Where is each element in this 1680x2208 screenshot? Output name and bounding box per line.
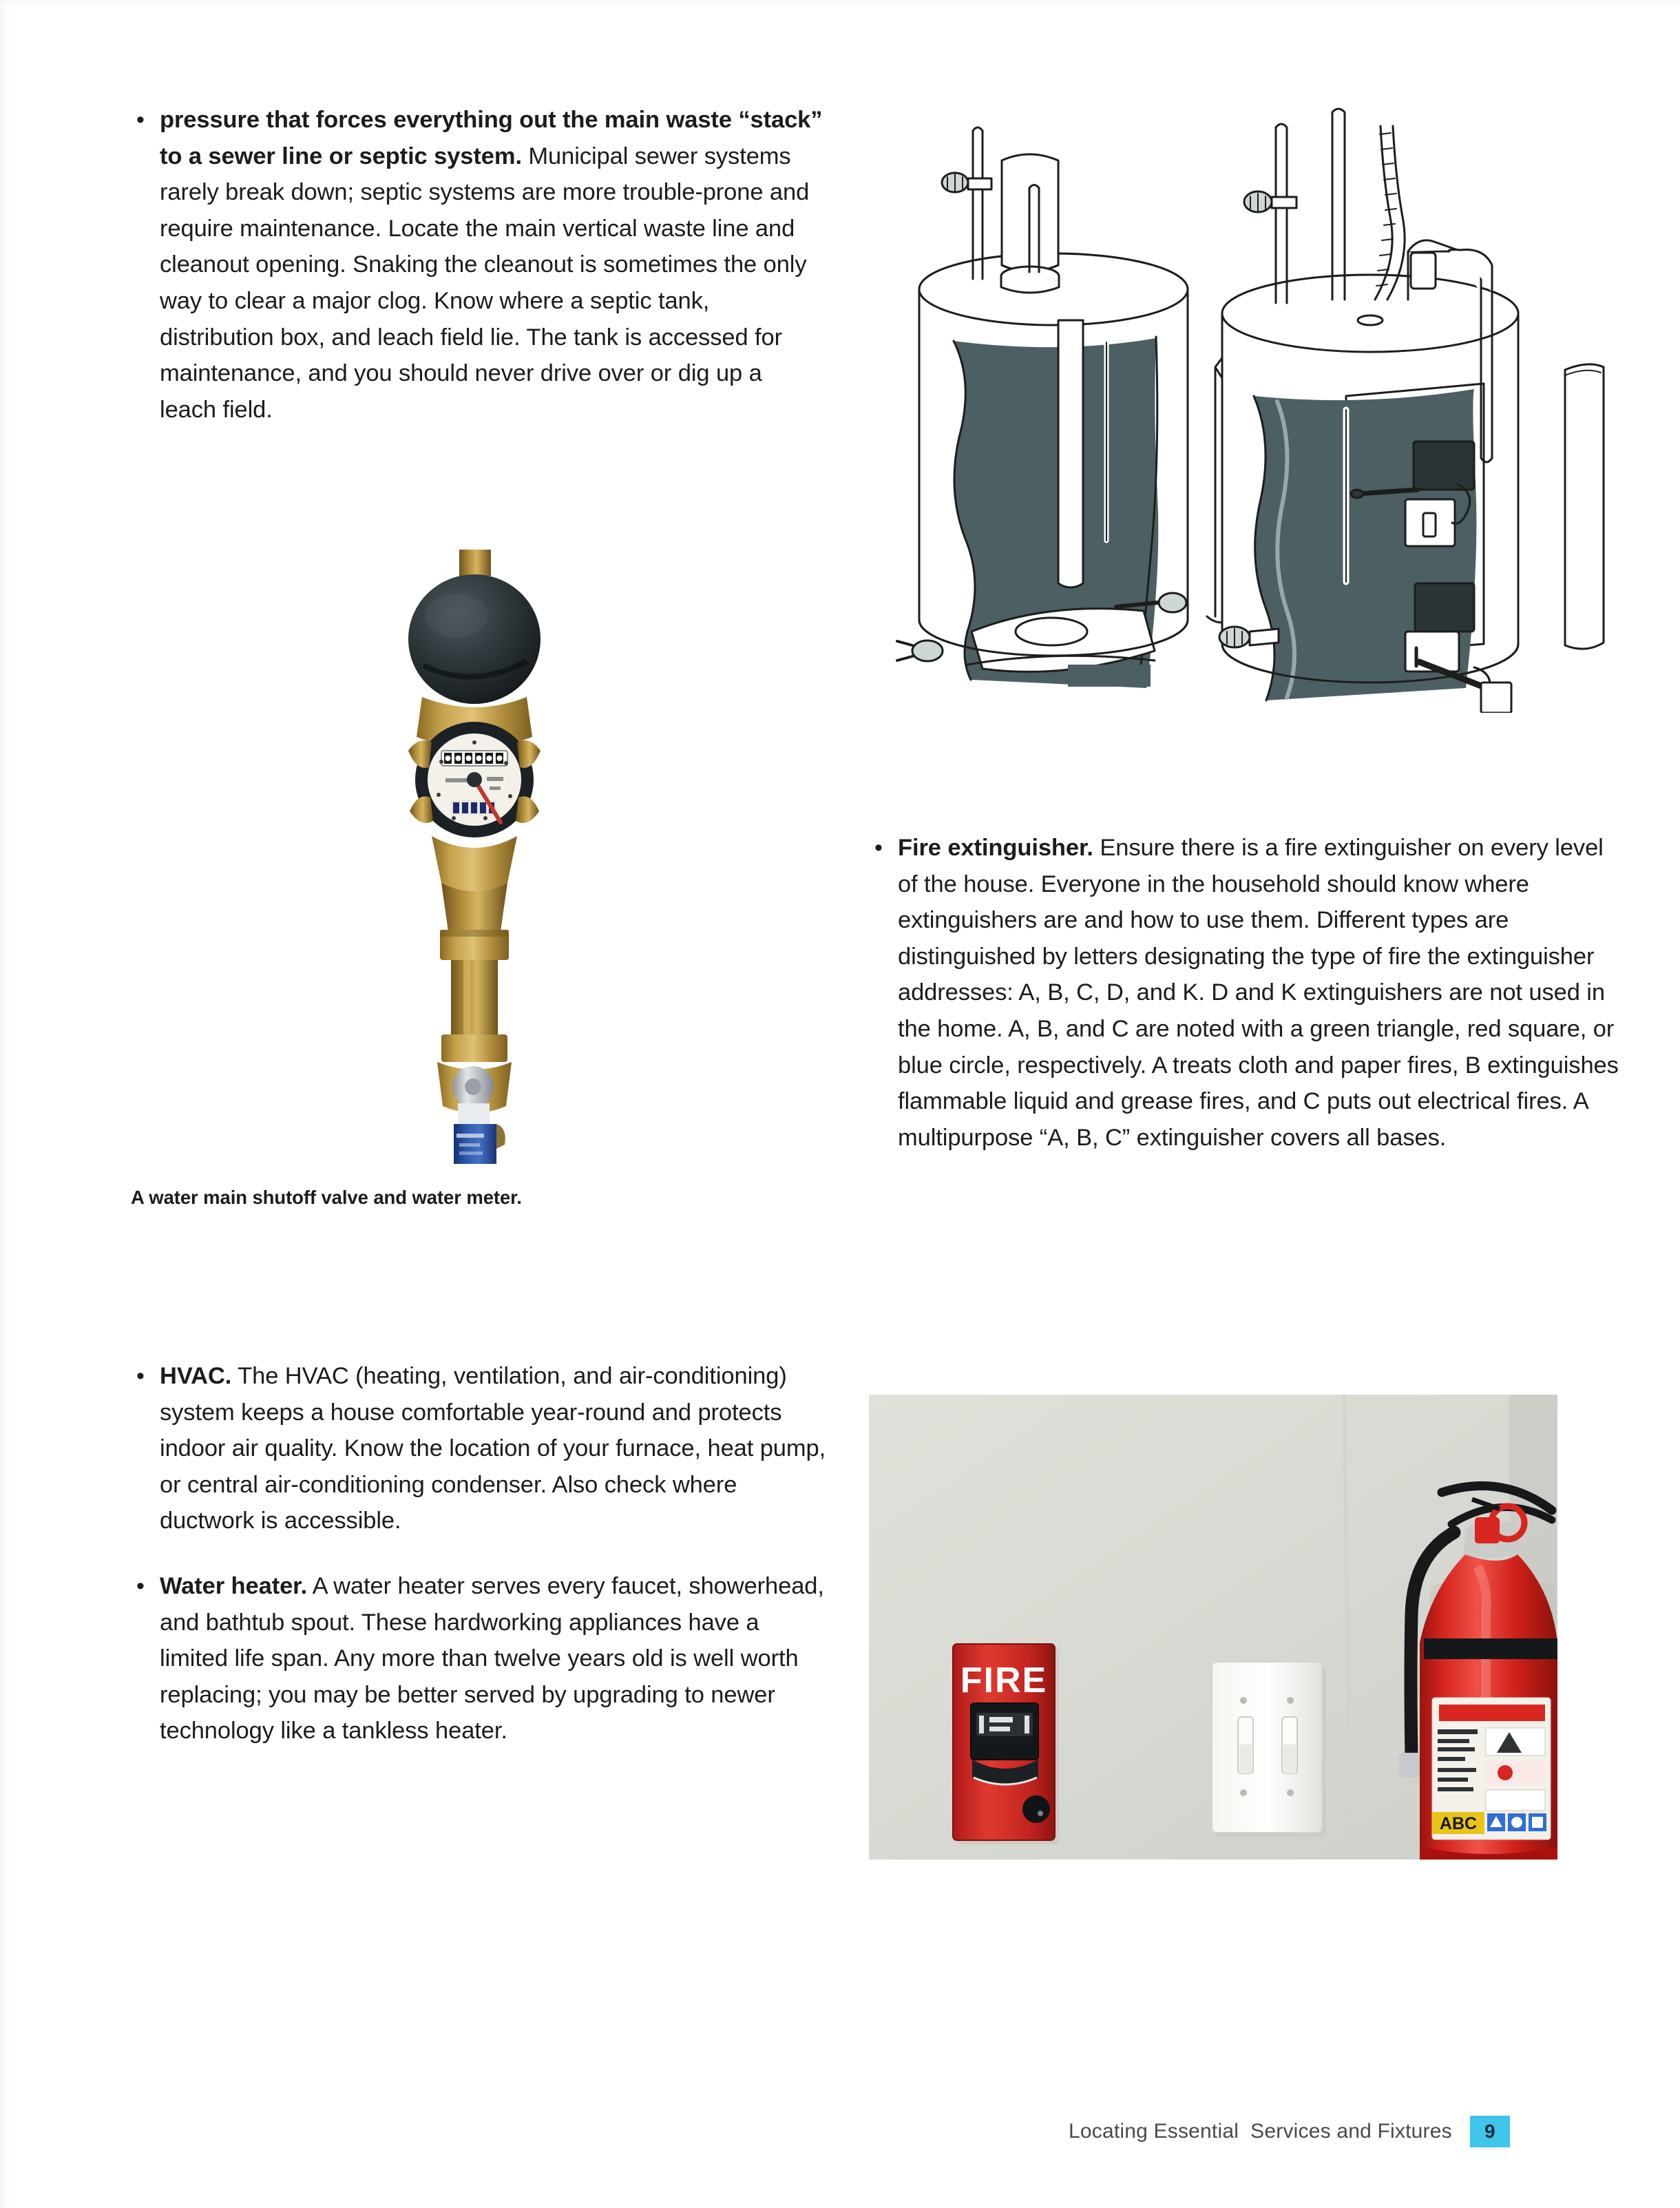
scan-edge-artifact-top [0, 0, 1680, 7]
page-number-badge [1470, 2116, 1510, 2147]
figure-caption-water-meter: A water main shutoff valve and water meter. [131, 1187, 522, 1208]
bullet-lead: HVAC. [160, 1363, 232, 1389]
footer-section-title: Locating Essential Services and Fixtures [1069, 2120, 1452, 2143]
fire-alarm-pull-station-and-extinguisher-photo [869, 1395, 1557, 1860]
bullet-body: Ensure there is a fire extinguisher on every level of the house. Everyone in the household should know where extinguishers are and how to use them. Different types are distinguished by letters designating the type of fire the extinguisher addresses: A, B, C, D, and K. D and K extinguishers are not used in the home. A, B, and C are noted with a green triangle, red square, or blue circle, respectively. A treats cloth and paper fires, B extinguishes flammable liquid and grease fires, and C puts out electrical fires. A multipurpose “A, B, C” extinguisher covers all bases. [898, 835, 1619, 1151]
page-footer [1069, 2116, 1510, 2147]
bullet-dot: • [874, 835, 883, 861]
bullet-paragraph [160, 102, 823, 428]
bullet-dot: • [136, 107, 145, 133]
bullet-body: The HVAC (heating, ventilation, and air-conditioning) system keeps a house comfortable year-round and protects indoor air quality. Know the location of your furnace, heat pump, or central air-conditioning condenser. Also check where ductwork is accessible. [160, 1363, 826, 1534]
water-heater-cutaway-illustration [864, 72, 1621, 713]
bullet-body: Municipal sewer systems rarely break down; septic systems are more trouble-prone and require maintenance. Locate the main vertical waste line and cleanout opening. Snaking the cleanout is sometimes the only way to clear a major clog. Know where a septic tank, distribution box, and leach field lie. The tank is accessed for maintenance, and you should never drive over or dig up a leach field. [160, 143, 810, 423]
bullet-paragraph [160, 1568, 826, 1749]
bullet-paragraph [160, 1358, 826, 1539]
bullet-lead: Water heater. [160, 1572, 308, 1599]
water-main-shutoff-valve-and-water-meter-photo [382, 544, 568, 1164]
bullet-dot: • [136, 1363, 145, 1389]
bullet-body: A water heater serves every faucet, showerhead, and bathtub spout. These hardworking appliances have a limited life span. Any more than twelve years old is well worth replacing; you may be better served by upgrading to newer technology like a tankless heater. [160, 1572, 824, 1744]
extinguisher-class-label: ABC [1439, 1814, 1478, 1833]
bullet-dot: • [136, 1572, 145, 1599]
bullet-row-water-heater [131, 1568, 826, 1749]
bullet-lead: Fire extinguisher. [898, 835, 1093, 861]
bullet-septic-system [131, 102, 823, 428]
bullet-paragraph [898, 830, 1619, 1156]
bullet-row-hvac [131, 1358, 826, 1539]
bullets-hvac-and-water-heater [131, 1358, 826, 1749]
light-switch-plate [1212, 1662, 1326, 1837]
bullet-row [131, 102, 823, 428]
bullet-lead: pressure that forces everything out the main waste “stack” to a sewer line or septic system. [160, 107, 823, 169]
bullet-fire-extinguisher [869, 830, 1619, 1156]
scan-edge-artifact [0, 0, 11, 2208]
page-number: 9 [1484, 2121, 1495, 2142]
pull-station-fire-label: FIRE [960, 1660, 1048, 1700]
bullet-row [869, 830, 1619, 1156]
